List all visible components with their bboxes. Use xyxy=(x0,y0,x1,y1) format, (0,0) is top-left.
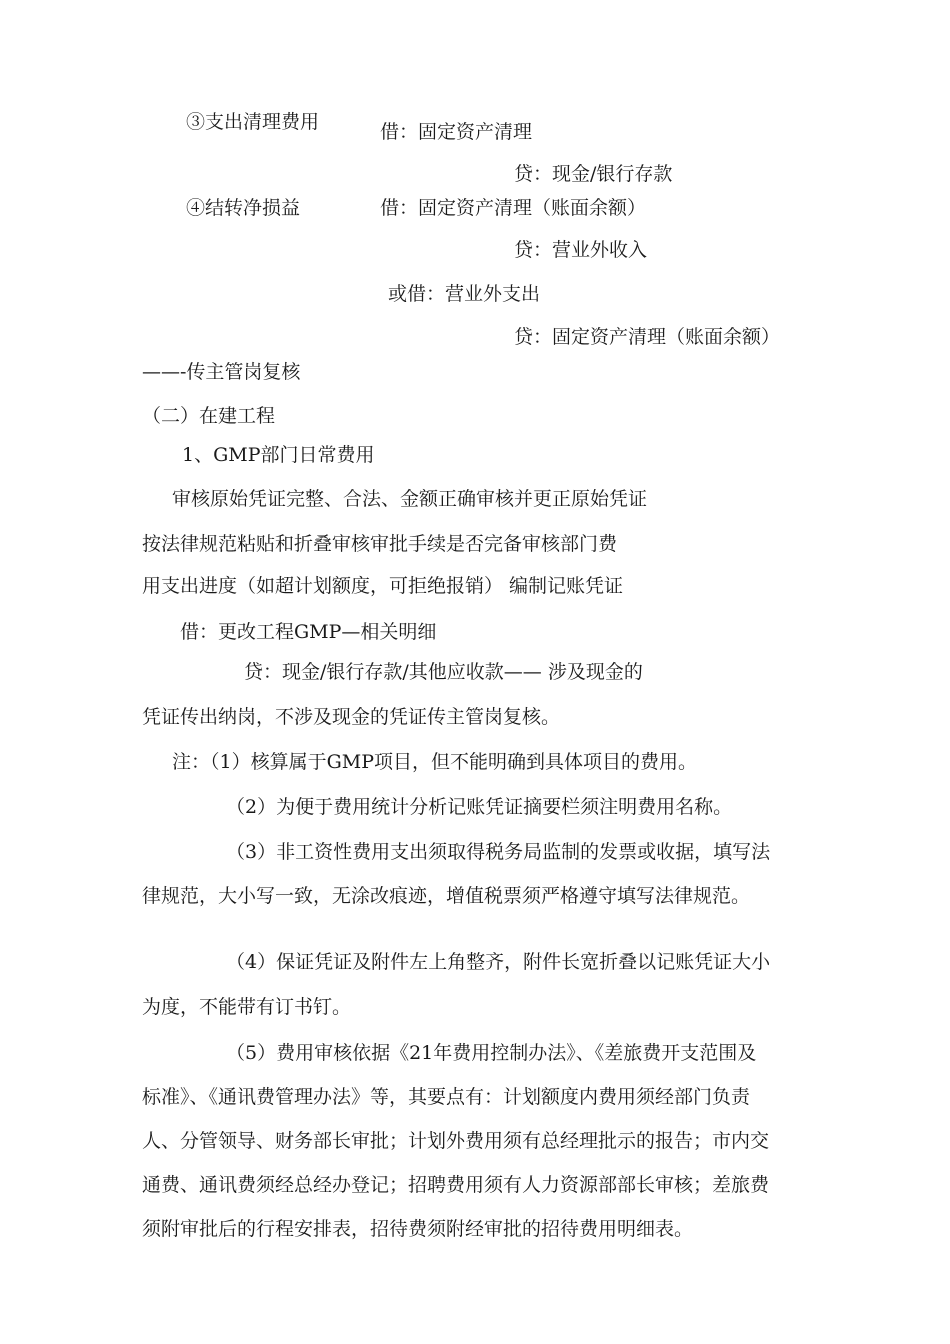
note-3-cont: 律规范，大小写一致，无涂改痕迹，增值税票须严格遵守填写法律规范。 xyxy=(142,885,751,907)
subsection-heading: 1、GMP部门日常费用 xyxy=(182,444,375,466)
debit-entry: 借：更改工程GMP—相关明细 xyxy=(180,621,437,643)
section-heading: （二）在建工程 xyxy=(142,405,276,427)
debit-entry: 借：固定资产清理（账面余额） xyxy=(380,197,647,219)
body-text: 用支出进度（如超计划额度，可拒绝报销） 编制记账凭证 xyxy=(142,575,624,597)
credit-entry: 贷：现金/银行存款 xyxy=(514,163,673,185)
alt-debit-entry: 或借：营业外支出 xyxy=(388,283,541,305)
body-text: 凭证传出纳岗，不涉及现金的凭证传主管岗复核。 xyxy=(142,706,561,728)
review-note: ——-传主管岗复核 xyxy=(142,361,301,383)
body-text: 按法律规范粘贴和折叠审核审批手续是否完备审核部门费 xyxy=(142,533,618,555)
step-4-label: ④结转净损益 xyxy=(186,197,301,219)
step-3-label: ③支出清理费用 xyxy=(186,111,320,133)
debit-entry: 借：固定资产清理 xyxy=(380,121,533,143)
credit-entry: 贷：营业外收入 xyxy=(514,239,648,261)
note-5-cont: 人、分管领导、财务部长审批；计划外费用须有总经理批示的报告；市内交 xyxy=(142,1130,770,1152)
note-5-cont: 须附审批后的行程安排表，招待费须附经审批的招待费用明细表。 xyxy=(142,1218,694,1240)
note-4-cont: 为度，不能带有订书钉。 xyxy=(142,996,352,1018)
note-2: （2）为便于费用统计分析记账凭证摘要栏须注明费用名称。 xyxy=(226,796,733,818)
note-1: 注：（1）核算属于GMP项目，但不能明确到具体项目的费用。 xyxy=(172,751,698,773)
note-5-cont: 通费、通讯费须经总经办登记；招聘费用须有人力资源部部长审核；差旅费 xyxy=(142,1174,770,1196)
note-3: （3）非工资性费用支出须取得税务局监制的发票或收据，填写法 xyxy=(226,841,771,863)
note-5: （5）费用审核依据《21年费用控制办法》、《差旅费开支范围及 xyxy=(226,1042,757,1064)
credit-entry: 贷：固定资产清理（账面余额） xyxy=(514,326,781,348)
body-text: 审核原始凭证完整、合法、金额正确审核并更正原始凭证 xyxy=(172,488,648,510)
note-5-cont: 标准》、《通讯费管理办法》等，其要点有：计划额度内费用须经部门负责 xyxy=(142,1086,751,1108)
credit-entry: 贷：现金/银行存款/其他应收款—— 涉及现金的 xyxy=(244,661,643,683)
note-4: （4）保证凭证及附件左上角整齐，附件长宽折叠以记账凭证大小 xyxy=(226,951,771,973)
